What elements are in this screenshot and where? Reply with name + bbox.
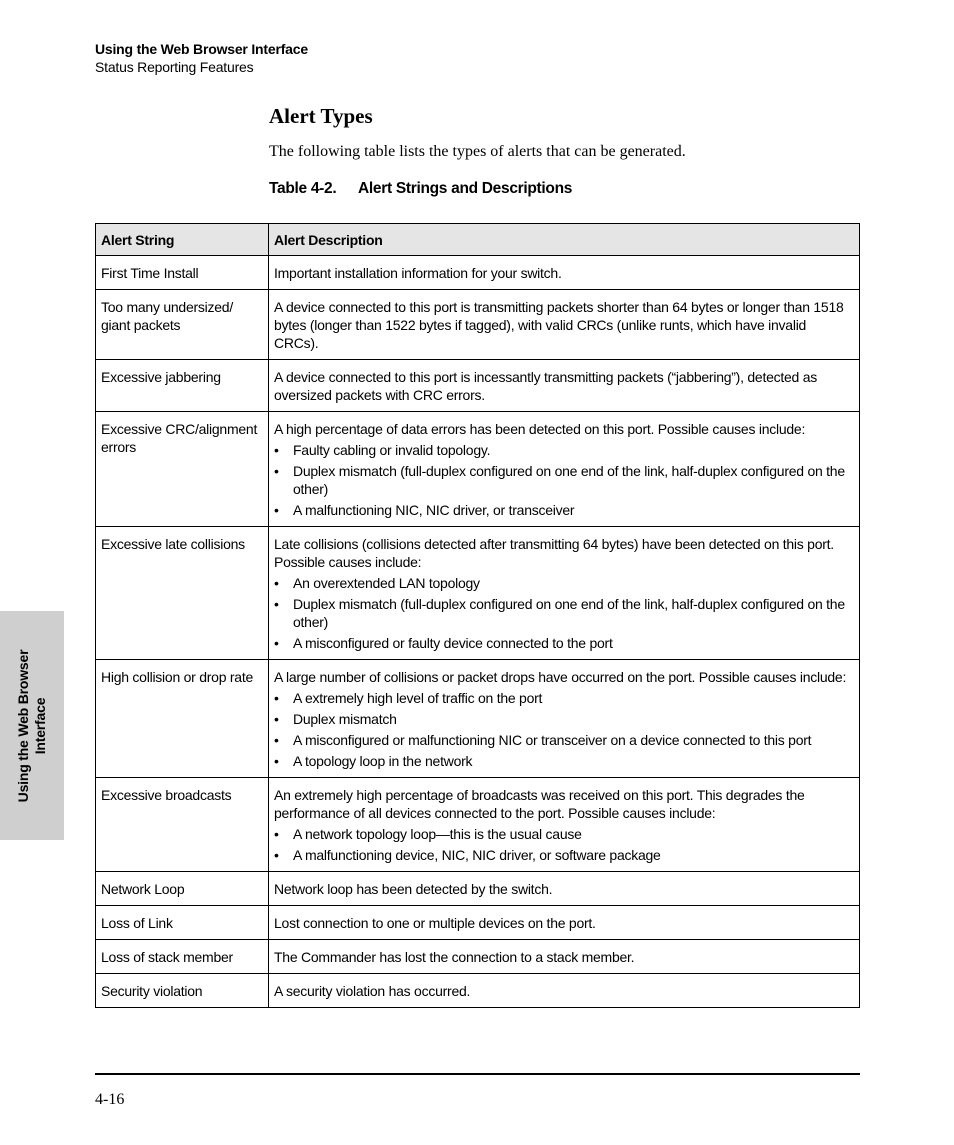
table-header-row (96, 224, 860, 256)
alert-description-text: A device connected to this port is incessantly transmitting packets (“jabbering”), detected as oversized packets with CRC errors. (274, 369, 818, 403)
cause-list (274, 825, 854, 864)
cause-list (274, 441, 854, 519)
alert-description-text: Late collisions (collisions detected after transmitting 64 bytes) have been detected on this port. Possible causes include: (274, 536, 834, 570)
alert-description-cell (269, 527, 860, 660)
alert-description-text: Network loop has been detected by the switch. (274, 881, 553, 897)
alert-description-text: Important installation information for your switch. (274, 265, 562, 281)
table-row (96, 778, 860, 872)
cause-list-item: • A malfunctioning NIC, NIC driver, or transceiver (274, 501, 854, 519)
cause-list-item: • Faulty cabling or invalid topology. (274, 441, 854, 459)
chapter-side-tab (0, 611, 64, 840)
table-body (96, 256, 860, 1008)
table-row (96, 872, 860, 906)
cause-list-item: • A malfunctioning device, NIC, NIC driver, or software package (274, 846, 854, 864)
alert-description-text: Lost connection to one or multiple devices on the port. (274, 915, 596, 931)
cause-list-item: • A misconfigured or malfunctioning NIC or transceiver on a device connected to this port (274, 731, 854, 749)
cause-list-item: • A network topology loop—this is the usual cause (274, 825, 854, 843)
alert-description-cell (269, 360, 860, 412)
alert-description-cell (269, 974, 860, 1008)
page-number: 4-16 (95, 1091, 125, 1108)
table-row (96, 412, 860, 527)
cause-list-item: • A misconfigured or faulty device connected to the port (274, 634, 854, 652)
column-header-alert-string: Alert String (96, 224, 269, 256)
table-row (96, 660, 860, 778)
cause-list (274, 574, 854, 652)
alert-string-cell: Excessive jabbering (96, 360, 269, 412)
cause-list-item: • A extremely high level of traffic on the port (274, 689, 854, 707)
alert-description-cell (269, 906, 860, 940)
cause-list (274, 689, 854, 770)
cause-list-item: • An overextended LAN topology (274, 574, 854, 592)
alert-description-text: A security violation has occurred. (274, 983, 471, 999)
cause-list-item: • Duplex mismatch (274, 710, 854, 728)
table-row (96, 256, 860, 290)
alert-string-cell: Excessive late collisions (96, 527, 269, 660)
table-caption-number: Table 4-2. (269, 180, 337, 197)
column-header-alert-description: Alert Description (269, 224, 860, 256)
side-tab-label (15, 611, 49, 840)
alert-description-text: A large number of collisions or packet drops have occurred on the port. Possible causes include: (274, 669, 847, 685)
alert-string-cell: Network Loop (96, 872, 269, 906)
chapter-title: Using the Web Browser Interface (95, 41, 308, 57)
alert-table (95, 223, 860, 1008)
alert-string-cell: Excessive CRC/alignment errors (96, 412, 269, 527)
alert-string-cell: Too many undersized/ giant packets (96, 290, 269, 360)
alert-description-cell (269, 872, 860, 906)
alert-description-cell (269, 940, 860, 974)
running-header (95, 41, 308, 76)
table-row (96, 527, 860, 660)
alert-description-cell (269, 256, 860, 290)
cause-list-item: • A topology loop in the network (274, 752, 854, 770)
alert-description-text: A high percentage of data errors has been detected on this port. Possible causes include: (274, 421, 806, 437)
alert-string-cell: Security violation (96, 974, 269, 1008)
alert-description-text: An extremely high percentage of broadcasts was received on this port. This degrades the performance of all devices connected to the port. Possible causes include: (274, 787, 805, 821)
footer-rule (95, 1073, 860, 1075)
alert-string-cell: Loss of Link (96, 906, 269, 940)
section-title: Status Reporting Features (95, 59, 254, 75)
alert-string-cell: High collision or drop rate (96, 660, 269, 778)
table-row (96, 906, 860, 940)
table-row (96, 940, 860, 974)
alert-description-text: A device connected to this port is transmitting packets shorter than 64 bytes or longer than 1518 bytes (longer than 1522 bytes if tagged), with valid CRCs (unlike runts, which have invalid CRCs). (274, 299, 844, 351)
alert-string-cell: Excessive broadcasts (96, 778, 269, 872)
alert-string-cell: First Time Install (96, 256, 269, 290)
table-row (96, 360, 860, 412)
cause-list-item: • Duplex mismatch (full-duplex configured on one end of the link, half-duplex configured on the other) (274, 595, 854, 631)
alert-string-cell: Loss of stack member (96, 940, 269, 974)
side-tab-line-2: Interface (32, 697, 48, 754)
page-title: Alert Types (269, 104, 373, 128)
alert-description-cell (269, 778, 860, 872)
alert-description-cell (269, 290, 860, 360)
alert-description-cell (269, 660, 860, 778)
side-tab-line-1: Using the Web Browser (15, 649, 31, 802)
intro-paragraph: The following table lists the types of alerts that can be generated. (269, 143, 686, 160)
table-caption-text: Alert Strings and Descriptions (358, 180, 573, 197)
cause-list-item: • Duplex mismatch (full-duplex configured on one end of the link, half-duplex configured on the other) (274, 462, 854, 498)
table-caption (269, 179, 572, 199)
table-row (96, 290, 860, 360)
table-row (96, 974, 860, 1008)
alert-description-text: The Commander has lost the connection to a stack member. (274, 949, 635, 965)
alert-description-cell (269, 412, 860, 527)
